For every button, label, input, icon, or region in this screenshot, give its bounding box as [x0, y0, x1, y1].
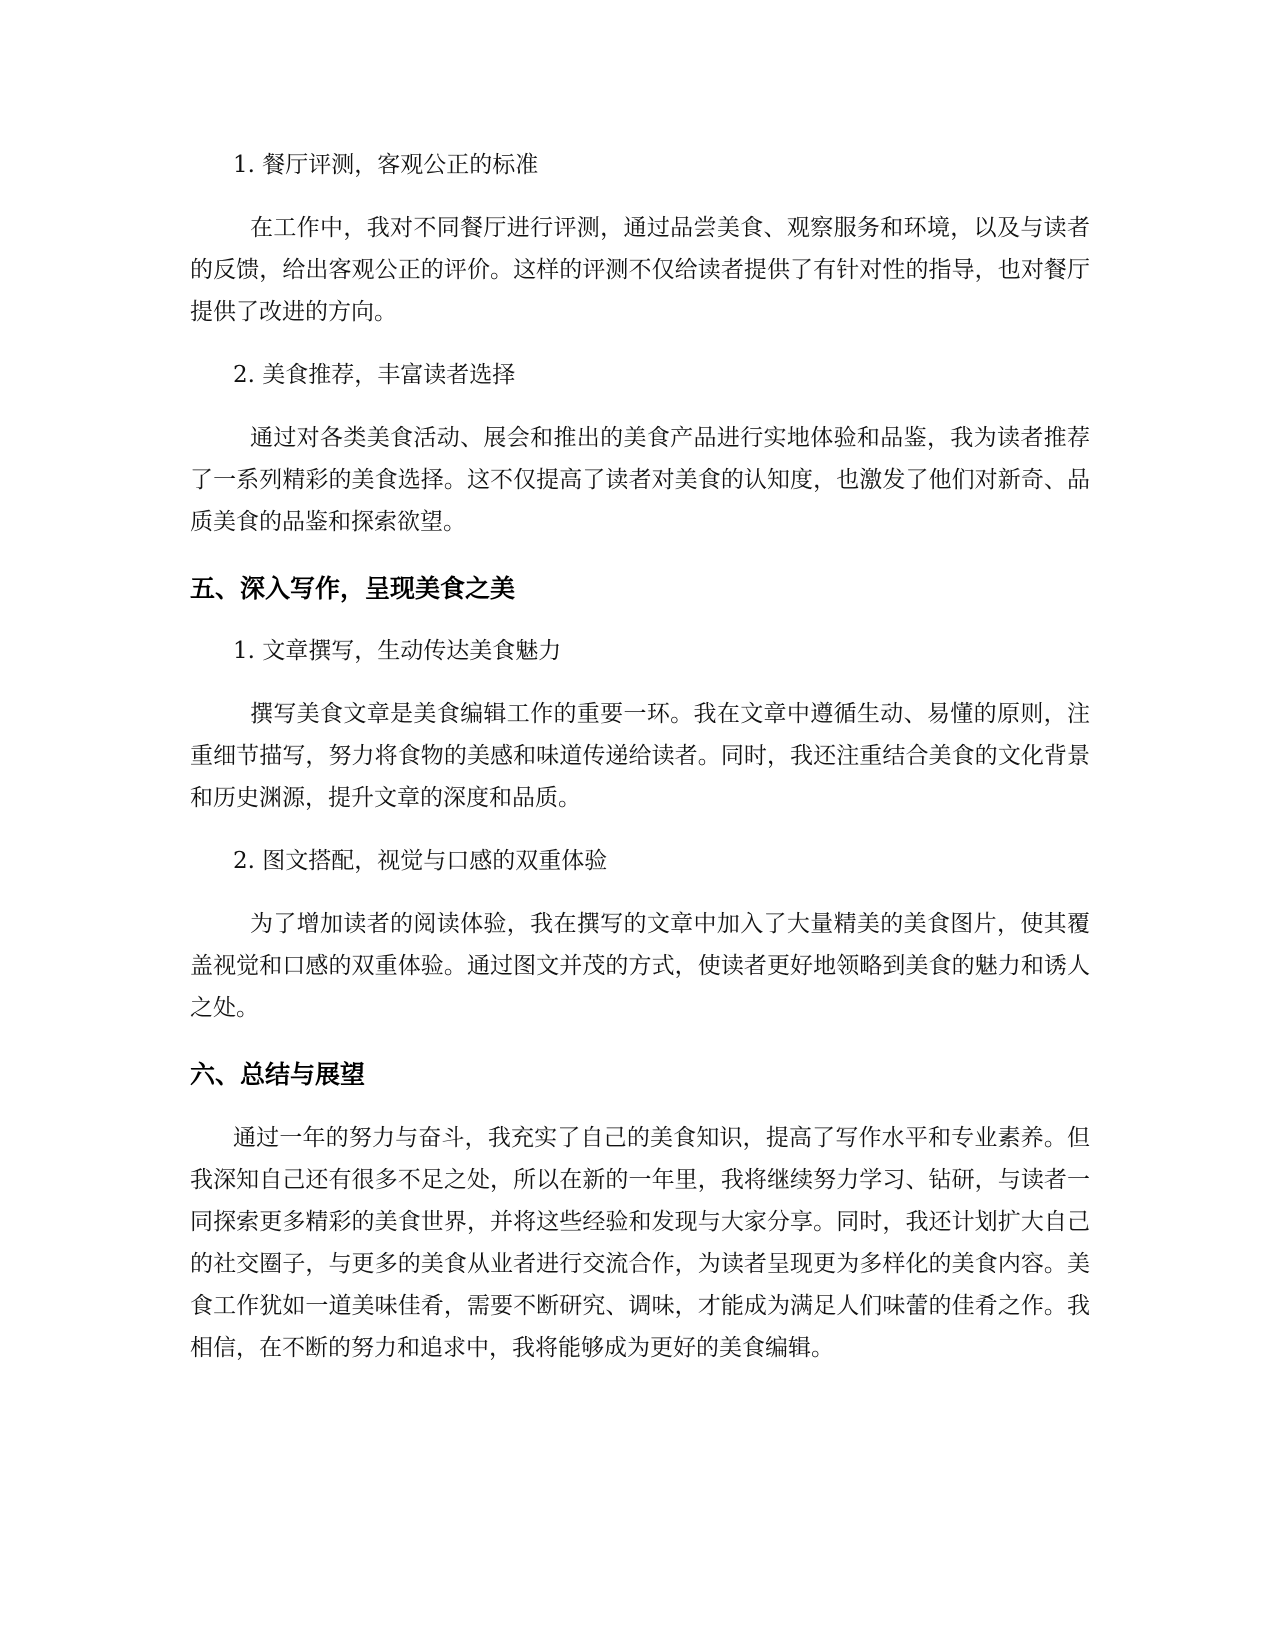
subheading-restaurant-review: 1. 餐厅评测，客观公正的标准: [233, 152, 539, 178]
subheading-image-text: 2. 图文搭配，视觉与口感的双重体验: [233, 848, 608, 874]
section-heading-writing: 五、深入写作，呈现美食之美: [190, 574, 516, 603]
subheading-article-writing: 1. 文章撰写，生动传达美食魅力: [233, 638, 562, 664]
paragraph-image-text: 为了增加读者的阅读体验，我在撰写的文章中加入了大量精美的美食图片，使其覆盖视觉和口感的双重体验。通过图文并茂的方式，使读者更好地领略到美食的魅力和诱人之处。: [190, 911, 1090, 1021]
paragraph-food-recommendation: 通过对各类美食活动、展会和推出的美食产品进行实地体验和品鉴，我为读者推荐了一系列精彩的美食选择。这不仅提高了读者对美食的认知度，也激发了他们对新奇、品质美食的品鉴和探索欲望。: [190, 425, 1090, 535]
paragraph-restaurant-review: 在工作中，我对不同餐厅进行评测，通过品尝美食、观察服务和环境，以及与读者的反馈，给出客观公正的评价。这样的评测不仅给读者提供了有针对性的指导，也对餐厅提供了改进的方向。: [190, 215, 1090, 325]
subheading-food-recommendation: 2. 美食推荐，丰富读者选择: [233, 362, 516, 388]
paragraph-summary: 通过一年的努力与奋斗，我充实了自己的美食知识，提高了写作水平和专业素养。但我深知自己还有很多不足之处，所以在新的一年里，我将继续努力学习、钻研，与读者一同探索更多精彩的美食世界，并将这些经验和发现与大家分享。同时，我还计划扩大自己的社交圈子，与更多的美食从业者进行交流合作，为读者呈现更为多样化的美食内容。美食工作犹如一道美味佳肴，需要不断研究、调味，才能成为满足人们味蕾的佳肴之作。我相信，在不断的努力和追求中，我将能够成为更好的美食编辑。: [190, 1125, 1090, 1361]
section-heading-summary: 六、总结与展望: [190, 1060, 366, 1089]
document-body: [190, 145, 1090, 1369]
paragraph-article-writing: 撰写美食文章是美食编辑工作的重要一环。我在文章中遵循生动、易懂的原则，注重细节描写，努力将食物的美感和味道传递给读者。同时，我还注重结合美食的文化背景和历史渊源，提升文章的深度和品质。: [190, 701, 1090, 811]
